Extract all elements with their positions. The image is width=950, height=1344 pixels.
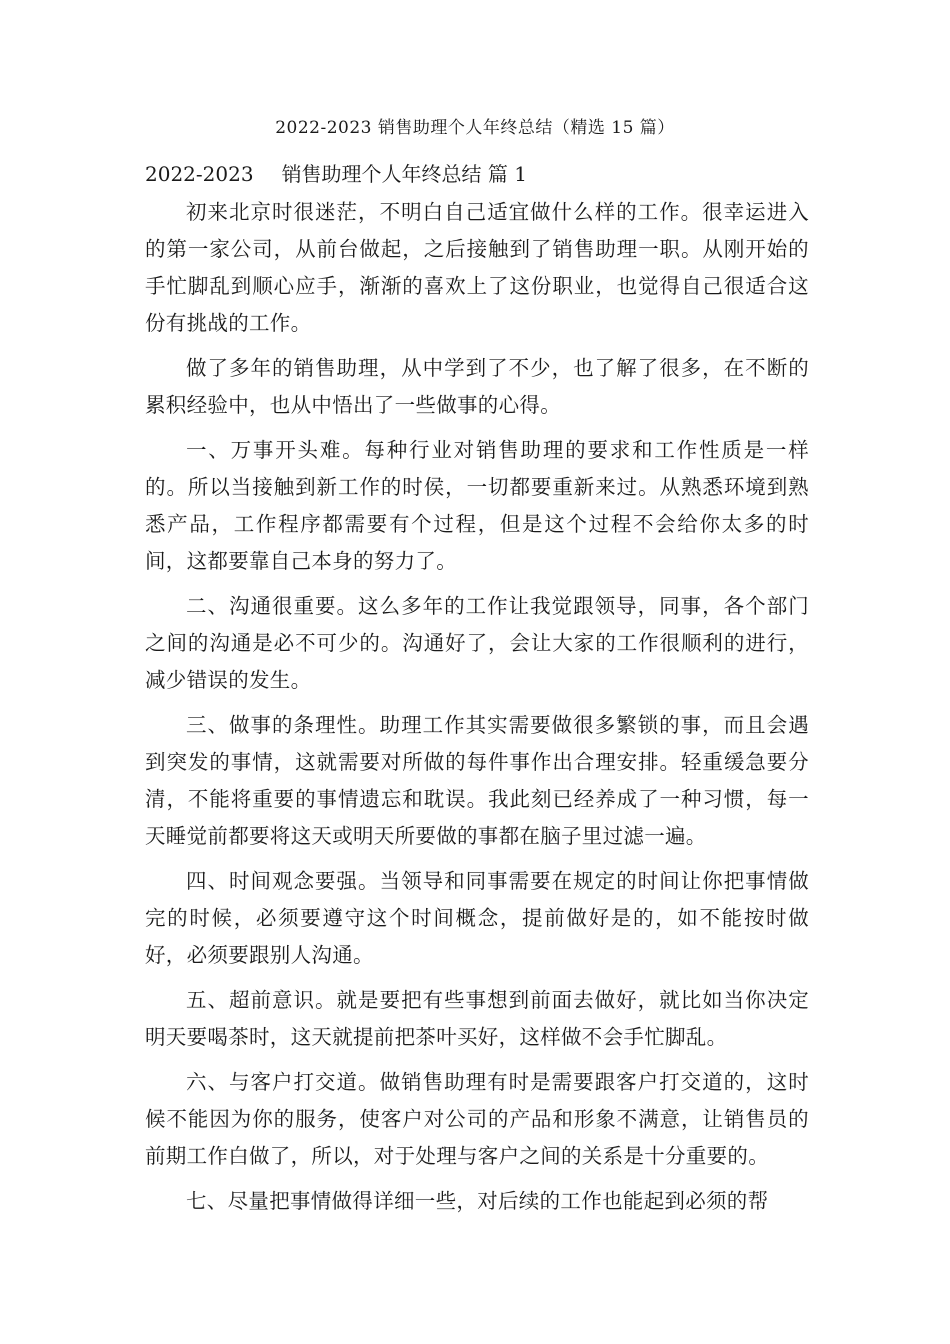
paragraph: 初来北京时很迷茫，不明白自己适宜做什么样的工作。很幸运进入的第一家公司，从前台做起，之后接触到了销售助理一职。从刚开始的手忙脚乱到顺心应手，渐渐的喜欢上了这份职业，也觉得自己很适合这份有挑战的工作。 bbox=[145, 200, 809, 335]
paragraph: 六、与客户打交道。做销售助理有时是需要跟客户打交道的，这时候不能因为你的服务，使客户对公司的产品和形象不满意，让销售员的前期工作白做了，所以，对于处理与客户之间的关系是十分重要的。 bbox=[145, 1070, 809, 1168]
paragraph: 二、沟通很重要。这么多年的工作让我觉跟领导，同事，各个部门之间的沟通是必不可少的。沟通好了，会让大家的工作很顺利的进行，减少错误的发生。 bbox=[145, 594, 809, 692]
paragraph: 一、万事开头难。每种行业对销售助理的要求和工作性质是一样的。所以当接触到新工作的时侯，一切都要重新来过。从熟悉环境到熟悉产品，工作程序都需要有个过程，但是这个过程不会给你太多的时间，这都要靠自己本身的努力了。 bbox=[145, 438, 809, 573]
paragraph: 三、做事的条理性。助理工作其实需要做很多繁锁的事，而且会遇到突发的事情，这就需要对所做的每件事作出合理安排。轻重缓急要分清，不能将重要的事情遗忘和耽误。我此刻已经养成了一种习惯，每一天睡觉前都要将这天或明天所要做的事都在脑子里过滤一遍。 bbox=[145, 713, 809, 848]
document-body bbox=[145, 170, 809, 1220]
paragraph: 七、尽量把事情做得详细一些，对后续的工作也能起到必须的帮 bbox=[186, 1189, 769, 1213]
section-heading-year: 2022-2023 bbox=[145, 162, 254, 186]
paragraph: 五、超前意识。就是要把有些事想到前面去做好，就比如当你决定明天要喝茶时，这天就提前把茶叶买好，这样做不会手忙脚乱。 bbox=[145, 988, 809, 1049]
document-title: 2022-2023 销售助理个人年终总结（精选 15 篇） bbox=[275, 118, 675, 138]
paragraph: 四、时间观念要强。当领导和同事需要在规定的时间让你把事情做完的时候，必须要遵守这个时间概念，提前做好是的，如不能按时做好，必须要跟别人沟通。 bbox=[145, 869, 809, 967]
section-heading-title: 销售助理个人年终总结 篇 1 bbox=[281, 162, 528, 186]
paragraph: 做了多年的销售助理，从中学到了不少，也了解了很多，在不断的累积经验中，也从中悟出了一些做事的心得。 bbox=[145, 356, 809, 417]
